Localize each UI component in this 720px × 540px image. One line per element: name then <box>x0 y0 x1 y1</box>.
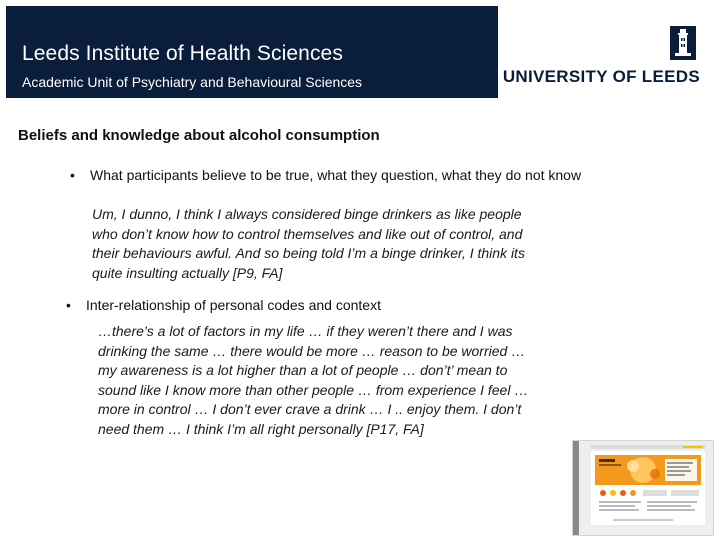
bullet-text: What participants believe to be true, what they question, what they do not know <box>90 167 582 183</box>
quote-line: who don’t know how to control themselves and like out of control, and <box>92 225 523 242</box>
university-wordmark: UNIVERSITY OF LEEDS <box>502 67 700 86</box>
quote-line: sound like I know more than other people … from experience I feel … <box>98 381 529 398</box>
quote-line: need them … I think I’m all right personally [P17, FA] <box>98 420 424 437</box>
quote-line: their behaviours awful. And so being told I’m a binge drinker, I think its <box>92 245 525 261</box>
bullet-text: Inter-relationship of personal codes and context <box>86 297 381 313</box>
university-crest-icon <box>670 26 696 60</box>
participant-quote <box>98 322 528 439</box>
unit-subtitle: Academic Unit of Psychiatry and Behavioural Sciences <box>22 74 363 90</box>
quote-line: drinking the same … there would be more … reason to be worried … <box>98 342 526 359</box>
website-screenshot-thumbnail <box>572 440 714 536</box>
quote-line: quite insulting actually [P9, FA] <box>92 264 283 281</box>
bullet-marker: • <box>66 297 71 313</box>
slide-header <box>6 6 714 98</box>
quote-line: more in control … I don’t ever crave a drink … I .. enjoy them. I don’t <box>98 401 522 417</box>
bullet-marker: • <box>70 167 75 183</box>
website-thumbnail-icon <box>573 441 713 535</box>
participant-quote <box>92 205 525 283</box>
quote-line: my awareness is a lot higher than a lot of people … don’t’ mean to <box>98 362 508 378</box>
institute-title: Leeds Institute of Health Sciences <box>22 42 343 65</box>
university-logo <box>498 6 714 98</box>
quote-line: …there’s a lot of factors in my life … if they weren’t there and I was <box>98 323 513 339</box>
quote-line: Um, I dunno, I think I always considered binge drinkers as like people <box>92 206 522 222</box>
slide-heading: Beliefs and knowledge about alcohol consumption <box>18 127 380 144</box>
